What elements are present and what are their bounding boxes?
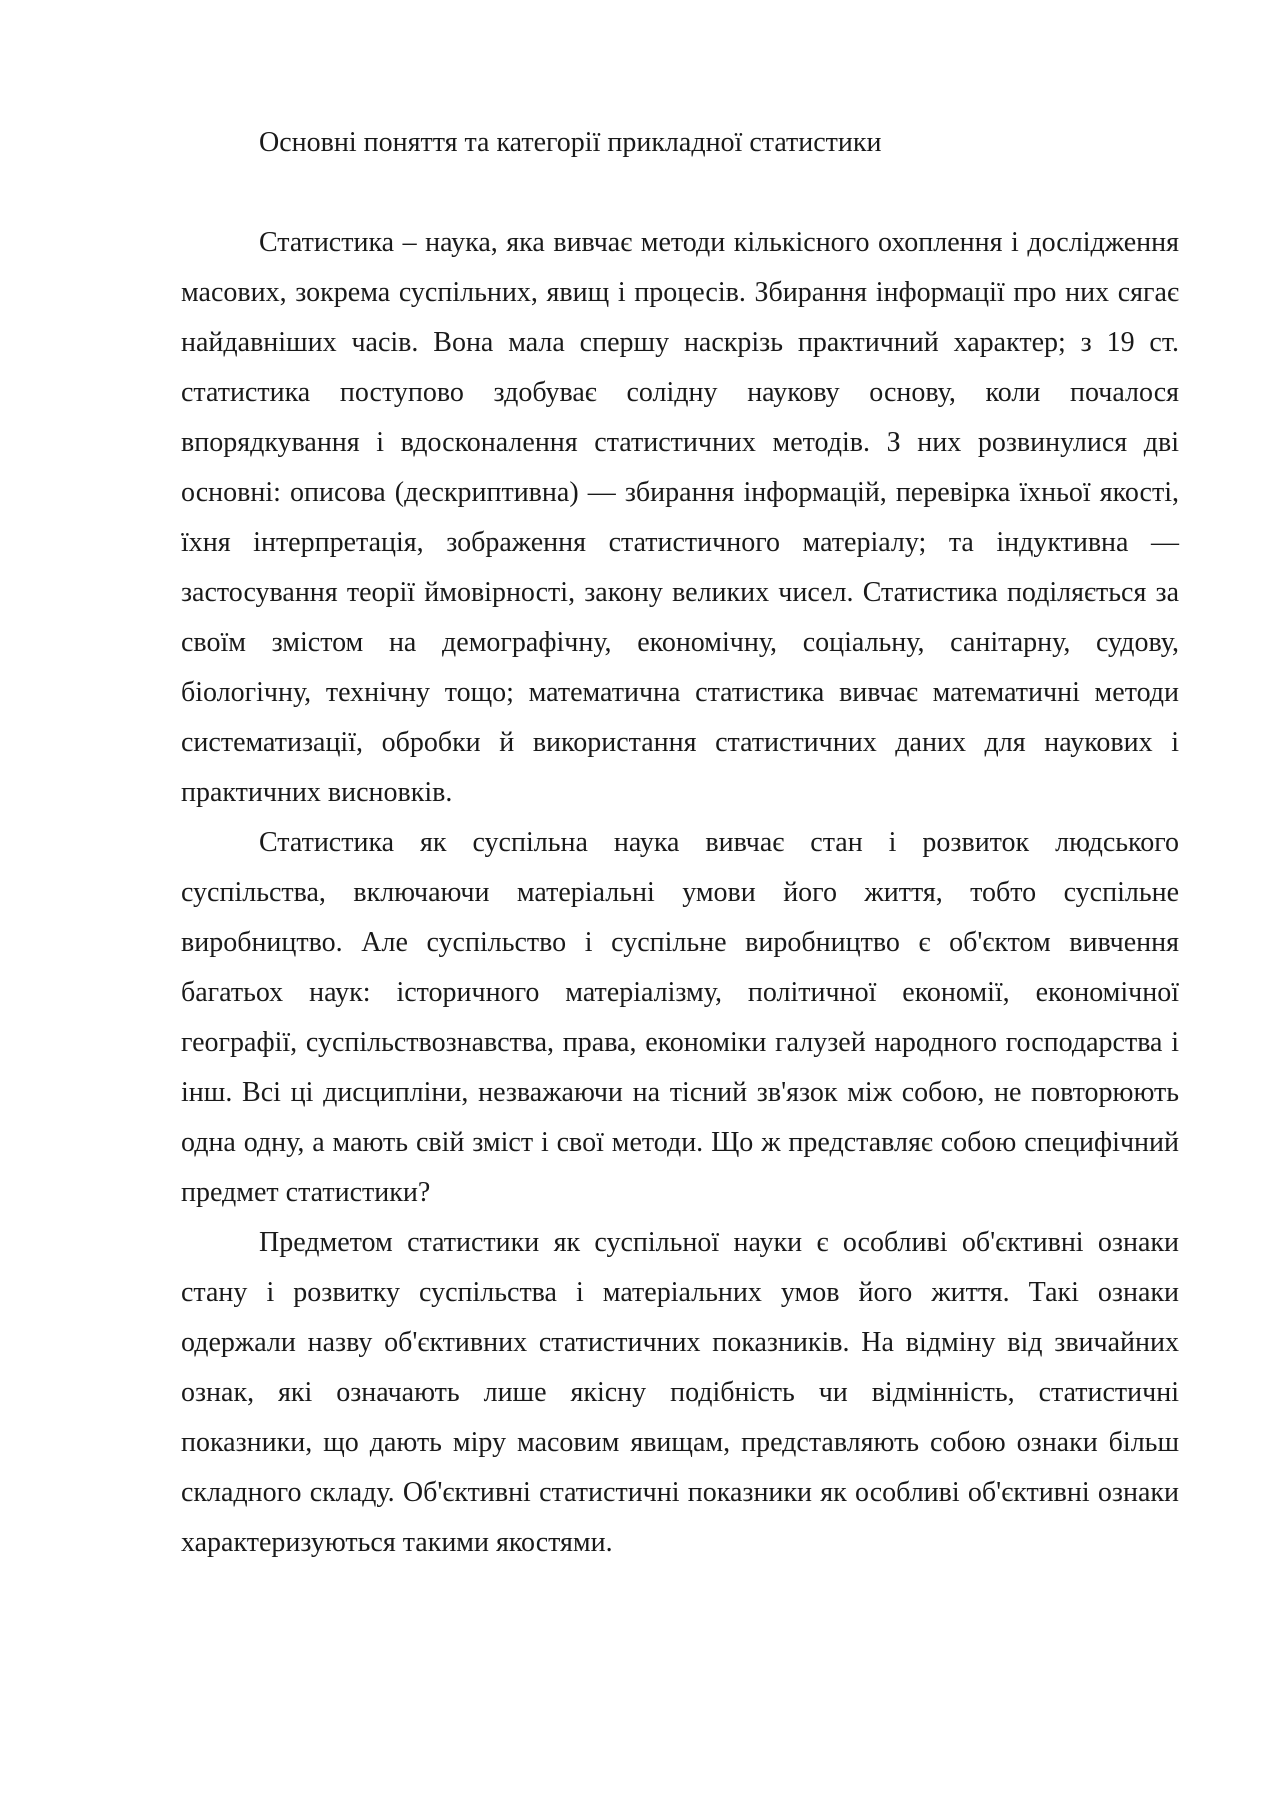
document-title: Основні поняття та категорії прикладної статистики [259, 127, 882, 158]
document-body [181, 118, 1179, 1568]
paragraph-3: Предметом статистики як суспільної науки є особливі об'єктивні ознаки стану і розвитку суспільства і матеріальних умов його життя. Такі ознаки одержали назву об'єктивних статистичних показників. На відміну від звичайних ознак, які означають лише якісну подібність чи відмінність, статистичні показники, що дають міру масовим явищам, представляють собою ознаки більш складного складу. Об'єктивні статистичні показники як особливі об'єктивні ознаки характеризуються такими якостями. [181, 1227, 1179, 1558]
title-spacer [181, 168, 1179, 218]
paragraph-1: Статистика – наука, яка вивчає методи кількісного охоплення і дослідження масових, зокрема суспільних, явищ і процесів. Збирання інформації про них сягає найдавніших часів. Вона мала спершу наскрізь практичний характер; з 19 ст. статистика поступово здобуває солідну наукову основу, коли почалося впорядкування і вдосконалення статистичних методів. З них розвинулися дві основні: описова (дескриптивна) — збирання інформацій, перевірка їхньої якості, їхня інтерпретація, зображення статистичного матеріалу; та індуктивна — застосування теорії ймовірності, закону великих чисел. Статистика поділяється за своїм змістом на демографічну, економічну, соціальну, санітарну, судову, біологічну, технічну тощо; математична статистика вивчає математичні методи систематизації, обробки й використання статистичних даних для наукових і практичних висновків. [181, 227, 1179, 808]
paragraph-2: Статистика як суспільна наука вивчає стан і розвиток людського суспільства, включаючи матеріальні умови його життя, тобто суспільне виробництво. Але суспільство і суспільне виробництво є об'єктом вивчення багатьох наук: історичного матеріалізму, політичної економії, економічної географії, суспільствознавства, права, економіки галузей народного господарства і інш. Всі ці дисципліни, незважаючи на тісний зв'язок між собою, не повторюють одна одну, а мають свій зміст і свої методи. Що ж представляє собою специфічний предмет статистики? [181, 827, 1179, 1208]
